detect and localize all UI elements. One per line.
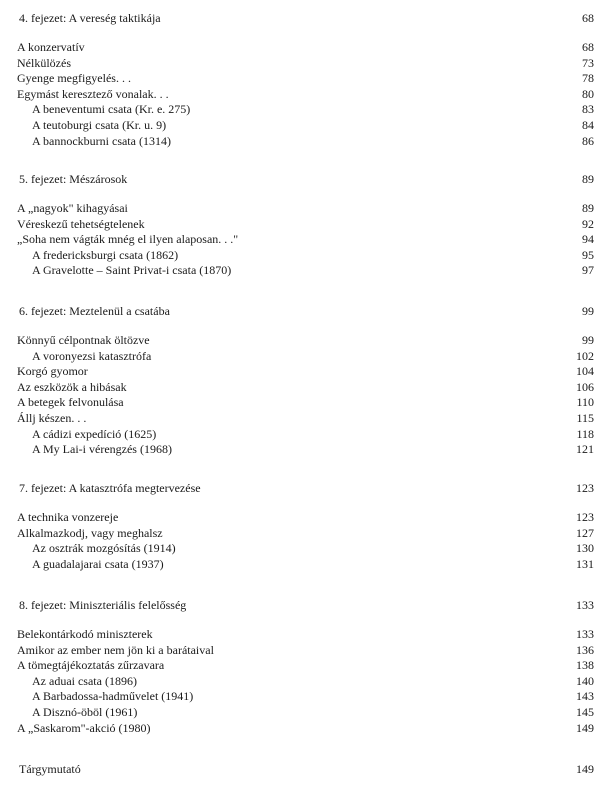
entry-title: A konzervatív [17,40,85,54]
toc-subentry [17,248,594,262]
entry-title: Nélkülözés [17,55,71,70]
entry-page-number: 78 [582,71,594,86]
chapter-page-number: 68 [582,11,594,25]
entry-page-number: 118 [576,426,594,441]
chapter-title: 8. fejezet: Miniszteriális felelősség [19,598,187,612]
toc-entry [17,643,594,657]
toc-subentry [17,263,594,277]
toc-entry [17,526,594,540]
entry-page-number: 94 [582,232,594,247]
entry-title: Amikor az ember nem jön ki a barátaival [17,642,214,657]
entry-title: A fredericksburgi csata (1862) [32,247,179,262]
entry-title: A teutoburgi csata (Kr. u. 9) [32,118,167,132]
entry-title: Könnyű célpontnak öltözve [17,333,150,347]
entry-page-number: 138 [576,658,594,673]
entry-page-number: 84 [582,118,594,132]
chapter-title: Tárgymutató [19,762,81,776]
chapter-title: 5. fejezet: Mészárosok [19,172,128,186]
toc-entry [17,201,594,215]
entry-title: A bannockburni csata (1314) [32,133,171,148]
entry-title: Véreskezű tehetségtelenek [17,216,145,231]
entry-page-number: 89 [582,201,594,215]
chapter-page-number: 149 [576,762,594,776]
toc-subentry [17,557,594,571]
entry-title: A Gravelotte – Saint Privat-i csata (1870) [32,263,232,278]
toc-subentry [17,674,594,688]
chapter-page-number: 123 [576,481,594,495]
toc-entry [17,40,594,54]
entry-page-number: 145 [576,705,594,719]
chapter-title: 7. fejezet: A katasztrófa megtervezése [19,481,201,495]
entry-page-number: 140 [576,673,594,688]
entry-title: A My Lai-i vérengzés (1968) [32,442,172,457]
entry-title: A beneventumi csata (Kr. e. 275) [32,102,191,117]
entry-page-number: 136 [576,642,594,657]
toc-entry [17,395,594,409]
toc-subentry [17,705,594,719]
toc-subentry [17,427,594,441]
entry-title: A „nagyok" kihagyásai [17,201,128,215]
toc-entry [17,380,594,394]
entry-page-number: 68 [582,40,594,54]
entry-page-number: 127 [576,525,594,540]
entry-title: A betegek felvonulása [17,395,124,410]
toc-entry [17,71,594,85]
toc-entry [17,510,594,524]
toc-subentry [17,102,594,116]
entry-page-number: 133 [576,627,594,641]
chapter-page-number: 99 [582,304,594,318]
entry-title: A Disznó-öböl (1961) [32,705,138,719]
entry-title: Gyenge megfigyelés. . . [17,71,131,86]
entry-page-number: 102 [576,348,594,363]
entry-page-number: 73 [582,55,594,70]
entry-title: A guadalajarai csata (1937) [32,556,164,571]
entry-title: Állj készen. . . [17,411,87,425]
toc-entry [17,333,594,347]
toc-subentry [17,689,594,703]
entry-page-number: 131 [576,556,594,571]
chapter-heading [17,11,594,25]
chapter-page-number: 133 [576,598,594,612]
entry-page-number: 99 [582,333,594,347]
entry-page-number: 92 [582,216,594,231]
entry-title: Alkalmazkodj, vagy meghalsz [17,525,163,540]
entry-title: Az eszközök a hibásak [17,379,127,394]
chapter-heading [17,762,594,776]
chapter-heading [17,598,594,612]
entry-page-number: 115 [576,411,594,425]
toc-entry [17,232,594,246]
toc-entry [17,87,594,101]
entry-page-number: 86 [582,133,594,148]
entry-title: A voronyezsi katasztrófa [32,348,152,363]
entry-page-number: 83 [582,102,594,117]
chapter-heading [17,172,594,186]
entry-title: A „Saskarom"-akció (1980) [17,720,151,735]
chapter-heading [17,304,594,318]
toc-subentry [17,118,594,132]
entry-title: Az aduai csata (1896) [32,673,137,688]
entry-title: A technika vonzereje [17,510,119,524]
entry-page-number: 143 [576,689,594,704]
toc-entry [17,56,594,70]
toc-entry [17,411,594,425]
chapter-heading [17,481,594,495]
entry-title: A cádizi expedíció (1625) [32,426,157,441]
entry-page-number: 80 [582,86,594,101]
entry-page-number: 97 [582,263,594,278]
chapter-page-number: 89 [582,172,594,186]
chapter-title: 6. fejezet: Meztelenül a csatába [19,304,170,318]
entry-title: Belekontárkodó miniszterek [17,627,153,641]
toc-subentry [17,442,594,456]
entry-page-number: 149 [576,720,594,735]
entry-title: A Barbadossa-hadművelet (1941) [32,689,194,704]
entry-page-number: 110 [576,395,594,410]
toc-entry [17,217,594,231]
toc-subentry [17,349,594,363]
entry-title: Az osztrák mozgósítás (1914) [32,541,176,556]
chapter-title: 4. fejezet: A vereség taktikája [19,11,161,25]
toc-entry [17,627,594,641]
toc-entry [17,721,594,735]
entry-title: Egymást keresztező vonalak. . . [17,86,169,101]
entry-page-number: 104 [576,364,594,379]
toc-entry [17,658,594,672]
entry-title: „Soha nem vágták mnég el ilyen alaposan. . ." [17,232,239,247]
entry-page-number: 130 [576,541,594,556]
toc-entry [17,364,594,378]
toc-subentry [17,134,594,148]
entry-page-number: 121 [576,442,594,457]
entry-page-number: 123 [576,510,594,524]
entry-title: A tömegtájékoztatás zűrzavara [17,658,165,673]
entry-title: Korgó gyomor [17,364,88,379]
entry-page-number: 106 [576,379,594,394]
entry-page-number: 95 [582,247,594,262]
toc-subentry [17,541,594,555]
